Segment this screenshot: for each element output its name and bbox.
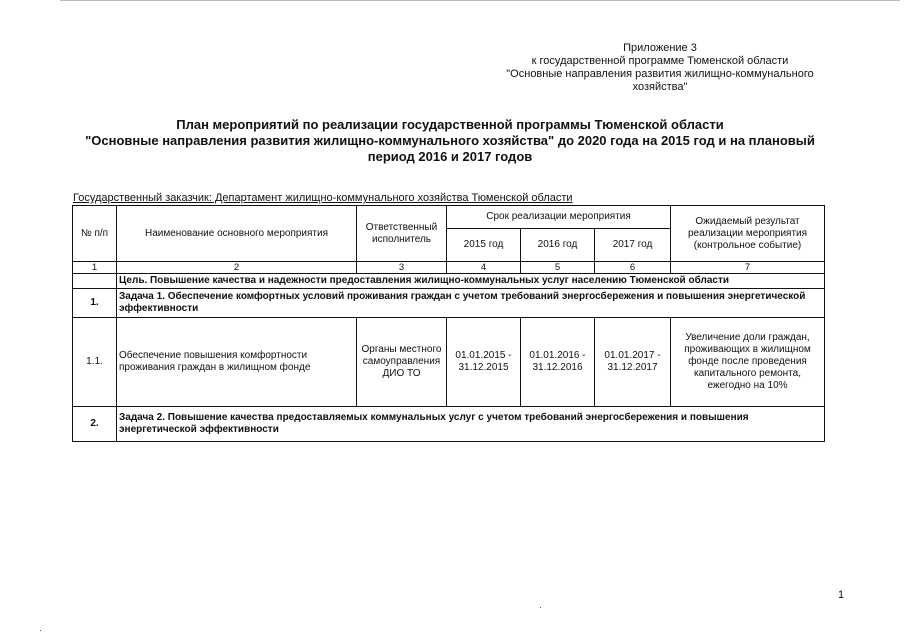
item-1-1-num: 1.1. bbox=[73, 318, 117, 407]
executor-line-2: самоуправления bbox=[362, 356, 441, 367]
item-1-1-result: Увеличение доли граждан, проживающих в жилищном фонде после проведения капитального ремонта, ежегодно на 10% bbox=[671, 318, 825, 407]
header-year-2016: 2016 год bbox=[521, 229, 595, 262]
column-number: 2 bbox=[117, 262, 357, 274]
title-line-1: План мероприятий по реализации государственной программы Тюменской области bbox=[176, 117, 724, 132]
column-number: 5 bbox=[521, 262, 595, 274]
appendix-header bbox=[460, 42, 860, 94]
item-1-1-name: Обеспечение повышения комфортности проживания граждан в жилищном фонде bbox=[117, 318, 357, 407]
item-1-1-period-2017 bbox=[595, 318, 671, 407]
header-year-2017: 2017 год bbox=[595, 229, 671, 262]
task-2-row bbox=[73, 407, 825, 442]
appendix-line-4: хозяйства" bbox=[632, 81, 688, 93]
period-2017-start: 01.01.2017 - bbox=[604, 350, 661, 361]
executor-line-1: Органы местного bbox=[361, 344, 442, 355]
column-number: 6 bbox=[595, 262, 671, 274]
page-number: 1 bbox=[838, 589, 845, 601]
appendix-line-2: к государственной программе Тюменской области bbox=[531, 55, 789, 67]
header-name: Наименование основного мероприятия bbox=[117, 206, 357, 262]
column-number: 3 bbox=[357, 262, 447, 274]
task-2-num: 2. bbox=[73, 407, 117, 442]
task-1-num: 1. bbox=[73, 289, 117, 318]
goal-text: Цель. Повышение качества и надежности предоставления жилищно-коммунальных услуг населению Тюменской области bbox=[117, 274, 825, 289]
header-period: Срок реализации мероприятия bbox=[447, 206, 671, 229]
goal-num-cell bbox=[73, 274, 117, 289]
scan-speck bbox=[40, 630, 41, 631]
action-plan-table bbox=[72, 205, 825, 442]
period-2016-start: 01.01.2016 - bbox=[529, 350, 586, 361]
header-executor: Ответственный исполнитель bbox=[357, 206, 447, 262]
period-2015-start: 01.01.2015 - bbox=[455, 350, 512, 361]
item-1-1-executor bbox=[357, 318, 447, 407]
goal-row bbox=[73, 274, 825, 289]
state-customer-line: Государственный заказчик: Департамент жилищно-коммунального хозяйства Тюменской области bbox=[73, 192, 573, 204]
appendix-line-1: Приложение 3 bbox=[623, 42, 697, 54]
item-1-1-period-2015 bbox=[447, 318, 521, 407]
item-1-1-row bbox=[73, 318, 825, 407]
header-year-2015: 2015 год bbox=[447, 229, 521, 262]
column-number: 4 bbox=[447, 262, 521, 274]
header-num: № п/п bbox=[73, 206, 117, 262]
task-2-text: Задача 2. Повышение качества предоставляемых коммунальных услуг с учетом требований энергосбережения и повышения энергетической эффективности bbox=[117, 407, 825, 442]
column-number: 1 bbox=[73, 262, 117, 274]
executor-line-3: ДИО ТО bbox=[382, 368, 421, 379]
title-line-2: "Основные направления развития жилищно-коммунального хозяйства" до 2020 года на 2015 год и на плановый bbox=[85, 133, 815, 148]
header-row-1 bbox=[73, 206, 825, 229]
period-2016-end: 31.12.2016 bbox=[532, 362, 583, 373]
scan-edge-line bbox=[60, 0, 900, 1]
appendix-line-3: "Основные направления развития жилищно-коммунального bbox=[506, 68, 814, 80]
column-number: 7 bbox=[671, 262, 825, 274]
title-line-3: период 2016 и 2017 годов bbox=[367, 149, 533, 164]
task-1-text: Задача 1. Обеспечение комфортных условий проживания граждан с учетом требований энергосбережения и повышения энергетической эффективности bbox=[117, 289, 825, 318]
scan-speck bbox=[540, 607, 541, 608]
header-result: Ожидаемый результат реализации мероприятия (контрольное событие) bbox=[671, 206, 825, 262]
period-2015-end: 31.12.2015 bbox=[458, 362, 509, 373]
column-number-row bbox=[73, 262, 825, 274]
document-title bbox=[60, 117, 840, 165]
task-1-row bbox=[73, 289, 825, 318]
period-2017-end: 31.12.2017 bbox=[607, 362, 658, 373]
item-1-1-period-2016 bbox=[521, 318, 595, 407]
